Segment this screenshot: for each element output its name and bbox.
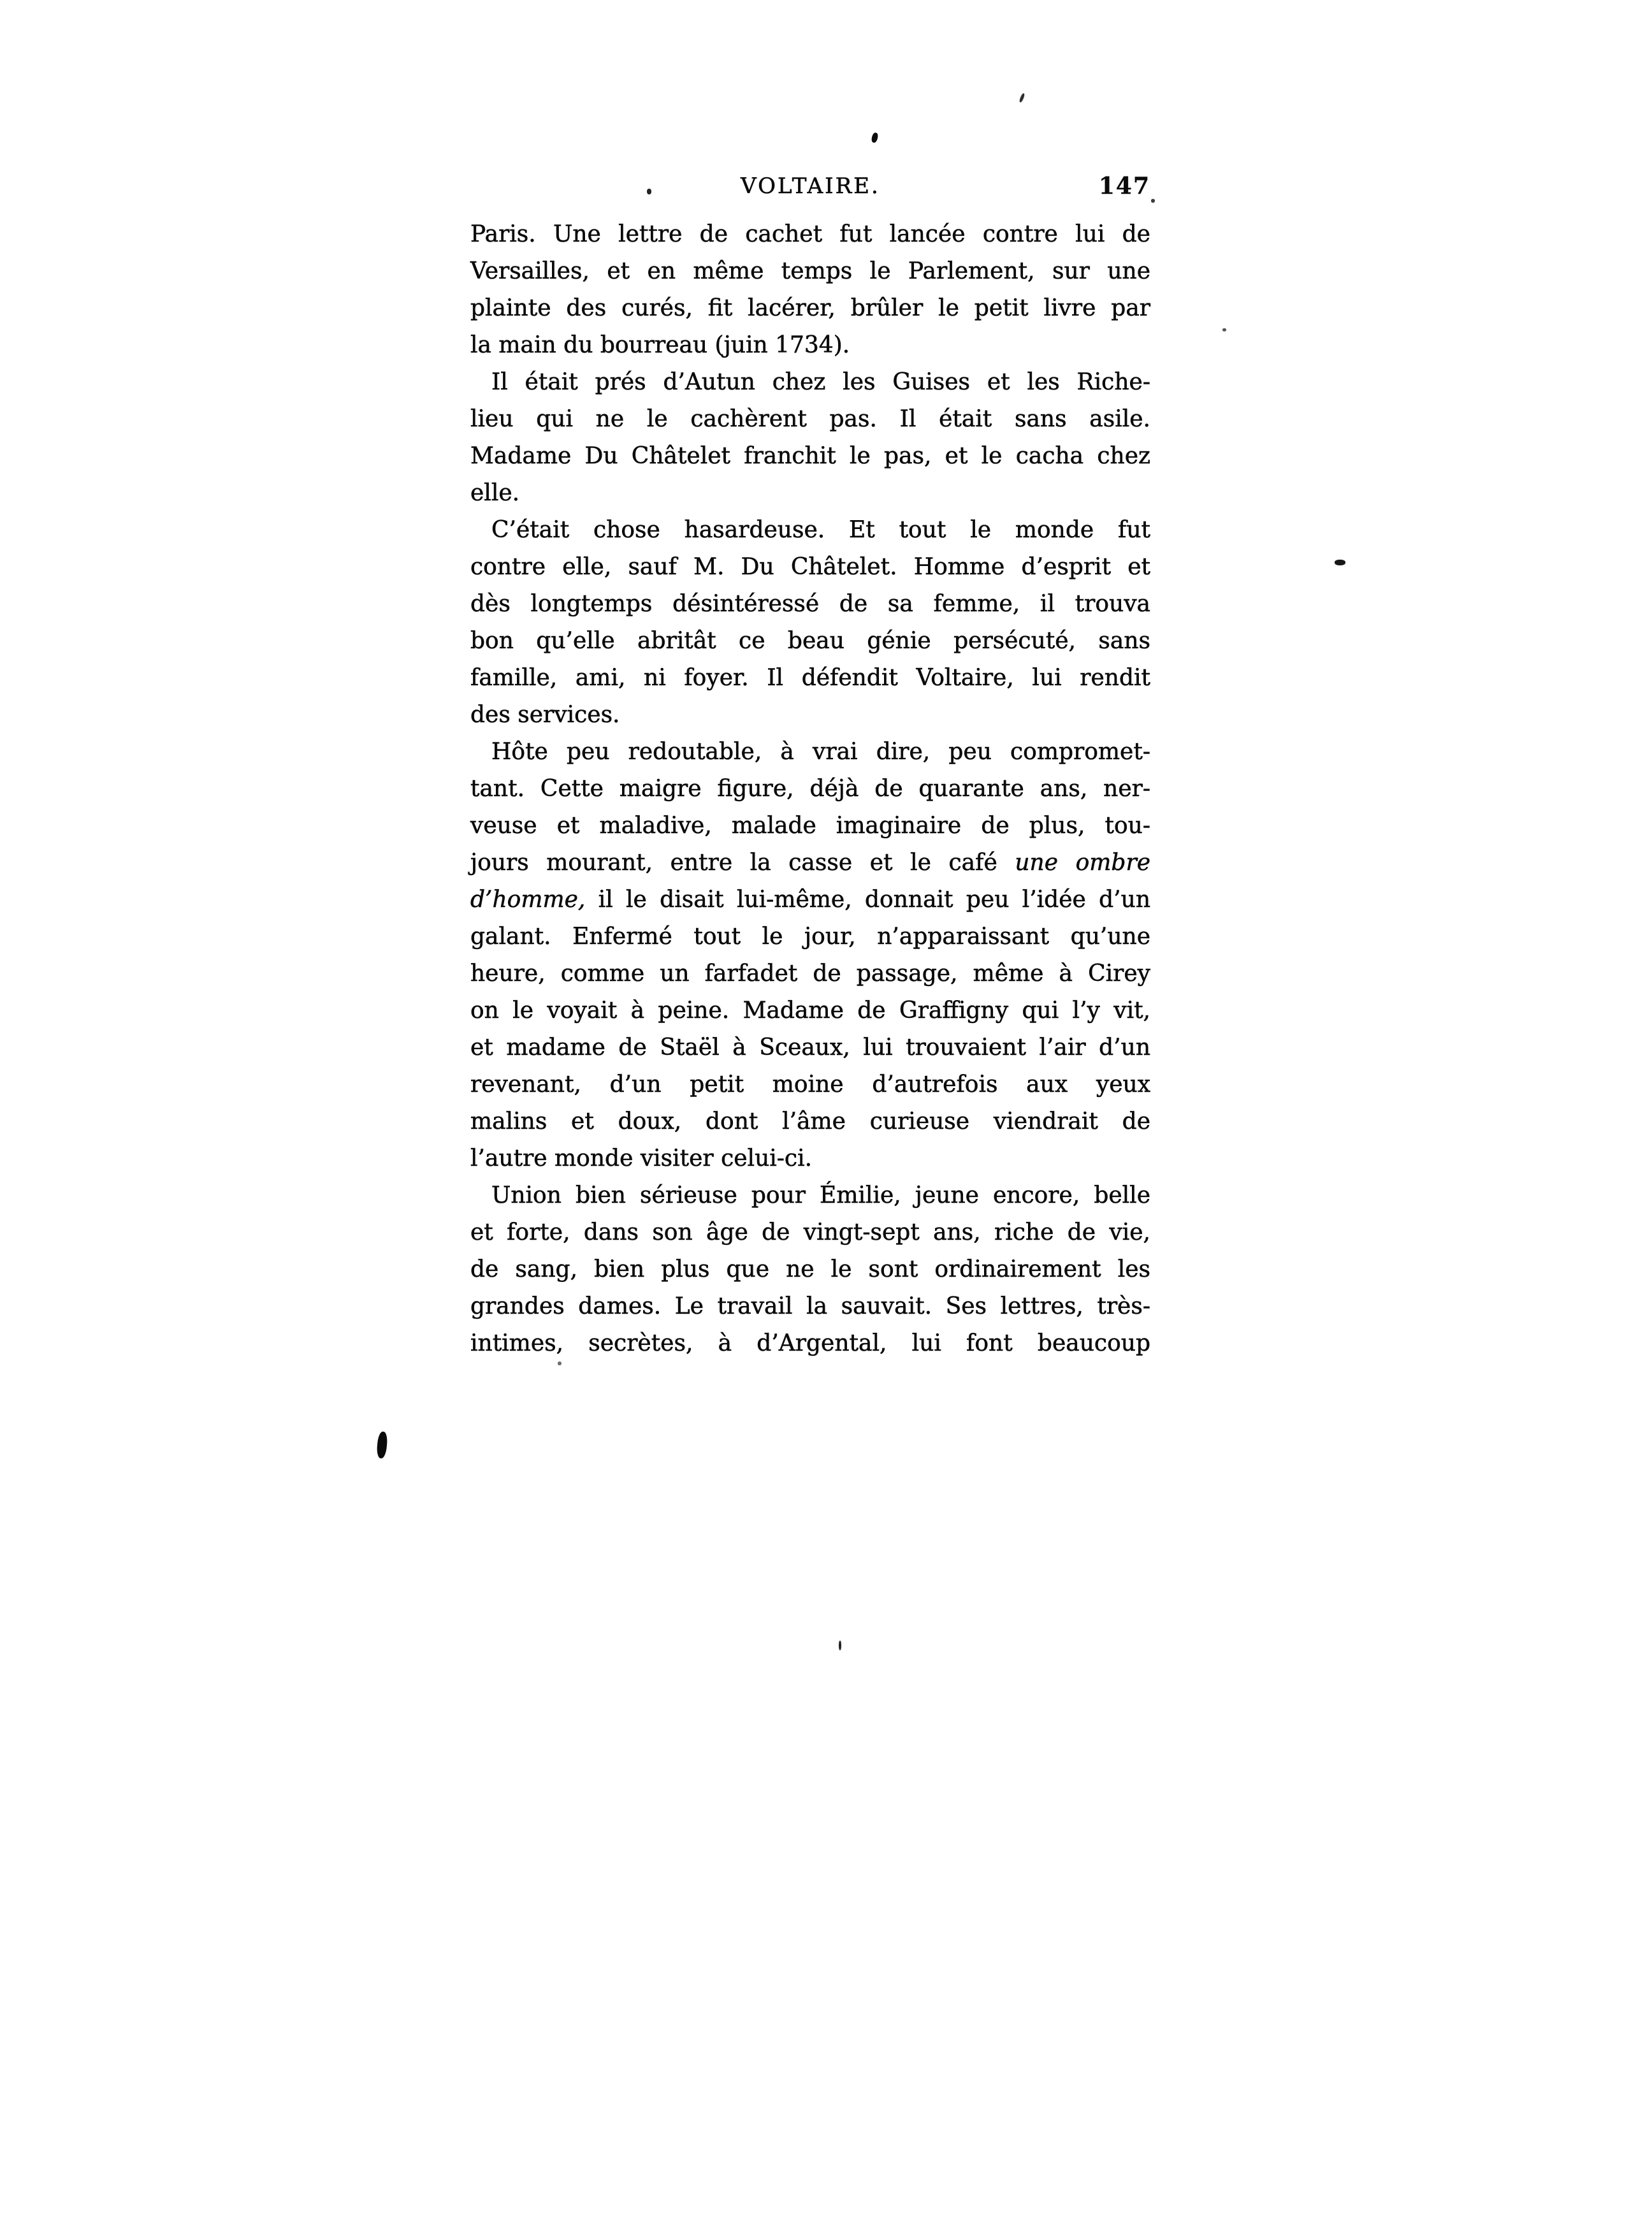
- text-body: [470, 216, 1150, 1362]
- text-line: [470, 290, 1150, 327]
- italic-text-segment: une ombre: [1015, 850, 1150, 876]
- text-segment: on le voyait à peine. Madame de Graffigny qui l’y vit,: [470, 998, 1150, 1024]
- ink-artifact: [1222, 328, 1226, 331]
- text-segment: malins et doux, dont l’âme curieuse viendrait de: [470, 1108, 1150, 1135]
- text-segment: Il était prés d’Autun chez les Guises et les Riche-: [491, 369, 1150, 395]
- header-title: VOLTAIRE.: [741, 173, 880, 199]
- page-number: 147: [1098, 173, 1150, 200]
- running-header: [470, 171, 1150, 201]
- text-segment: l’autre monde visiter celui-ci.: [470, 1145, 813, 1172]
- ink-artifact: [1151, 199, 1155, 203]
- text-line: [470, 1029, 1150, 1066]
- text-line: [470, 364, 1150, 401]
- text-segment: il le disait lui-même, donnait peu l’idée d’un: [585, 887, 1150, 913]
- text-segment: Union bien sérieuse pour Émilie, jeune encore, belle: [491, 1182, 1150, 1209]
- ink-artifact: [558, 1361, 562, 1365]
- text-line: [470, 327, 1150, 364]
- text-segment: jours mourant, entre la casse et le café: [470, 850, 1015, 876]
- text-segment: C’était chose hasardeuse. Et tout le monde fut: [491, 517, 1150, 543]
- text-segment: galant. Enfermé tout le jour, n’apparaissant qu’une: [470, 924, 1150, 950]
- text-segment: famille, ami, ni foyer. Il défendit Voltaire, lui rendit: [470, 665, 1150, 691]
- text-line: [470, 771, 1150, 808]
- text-line: [470, 1288, 1150, 1325]
- text-line: [470, 216, 1150, 253]
- text-segment: plainte des curés, fit lacérer, brûler le petit livre par: [470, 295, 1150, 321]
- text-segment: contre elle, sauf M. Du Châtelet. Homme d’esprit et: [470, 554, 1150, 580]
- text-line: [470, 697, 1150, 734]
- text-segment: dès longtemps désintéressé de sa femme, il trouva: [470, 591, 1150, 617]
- text-segment: bon qu’elle abritât ce beau génie persécuté, sans: [470, 628, 1150, 654]
- text-line: [470, 1251, 1150, 1288]
- text-segment: grandes dames. Le travail la sauvait. Ses lettres, très-: [470, 1293, 1150, 1319]
- text-line: [470, 734, 1150, 771]
- text-line: [470, 1214, 1150, 1251]
- text-segment: revenant, d’un petit moine d’autrefois aux yeux: [470, 1071, 1150, 1098]
- text-line: [470, 882, 1150, 918]
- text-segment: lieu qui ne le cachèrent pas. Il était sans asile.: [470, 406, 1150, 432]
- text-segment: de sang, bien plus que ne le sont ordinairement les: [470, 1256, 1150, 1282]
- text-line: [470, 512, 1150, 549]
- text-segment: tant. Cette maigre figure, déjà de quarante ans, ner-: [470, 776, 1150, 802]
- text-line: [470, 1140, 1150, 1177]
- ink-artifact: [647, 189, 651, 194]
- text-line: [470, 623, 1150, 660]
- text-line: [470, 549, 1150, 586]
- text-segment: et forte, dans son âge de vingt-sept ans, riche de vie,: [470, 1219, 1150, 1245]
- text-segment: et madame de Staël à Sceaux, lui trouvaient l’air d’un: [470, 1035, 1150, 1061]
- text-line: [470, 955, 1150, 992]
- text-line: [470, 918, 1150, 955]
- text-line: [470, 1103, 1150, 1140]
- text-line: [470, 586, 1150, 623]
- text-line: [470, 401, 1150, 438]
- ink-artifact: [376, 1431, 388, 1458]
- ink-artifact: [1018, 93, 1025, 103]
- text-line: [470, 1177, 1150, 1214]
- text-line: [470, 808, 1150, 845]
- text-segment: Hôte peu redoutable, à vrai dire, peu compromet-: [491, 739, 1150, 765]
- text-line: [470, 475, 1150, 512]
- text-line: [470, 1325, 1150, 1362]
- italic-text-segment: d’homme,: [470, 887, 586, 913]
- text-segment: intimes, secrètes, à d’Argental, lui font beaucoup: [470, 1330, 1150, 1356]
- text-line: [470, 845, 1150, 882]
- ink-artifact: [871, 132, 879, 143]
- text-segment: veuse et maladive, malade imaginaire de plus, tou-: [470, 813, 1150, 839]
- text-segment: elle.: [470, 480, 520, 506]
- text-segment: des services.: [470, 702, 620, 728]
- text-segment: heure, comme un farfadet de passage, même à Cirey: [470, 961, 1150, 987]
- text-line: [470, 660, 1150, 697]
- text-segment: Versailles, et en même temps le Parlement, sur une: [470, 258, 1150, 284]
- text-segment: Madame Du Châtelet franchit le pas, et le cacha chez: [470, 443, 1150, 469]
- text-line: [470, 438, 1150, 475]
- text-line: [470, 253, 1150, 290]
- ink-artifact: [1335, 560, 1345, 565]
- text-line: [470, 992, 1150, 1029]
- text-segment: la main du bourreau (juin 1734).: [470, 332, 850, 358]
- text-line: [470, 1066, 1150, 1103]
- text-segment: Paris. Une lettre de cachet fut lancée contre lui de: [470, 221, 1150, 247]
- ink-artifact: [839, 1641, 841, 1650]
